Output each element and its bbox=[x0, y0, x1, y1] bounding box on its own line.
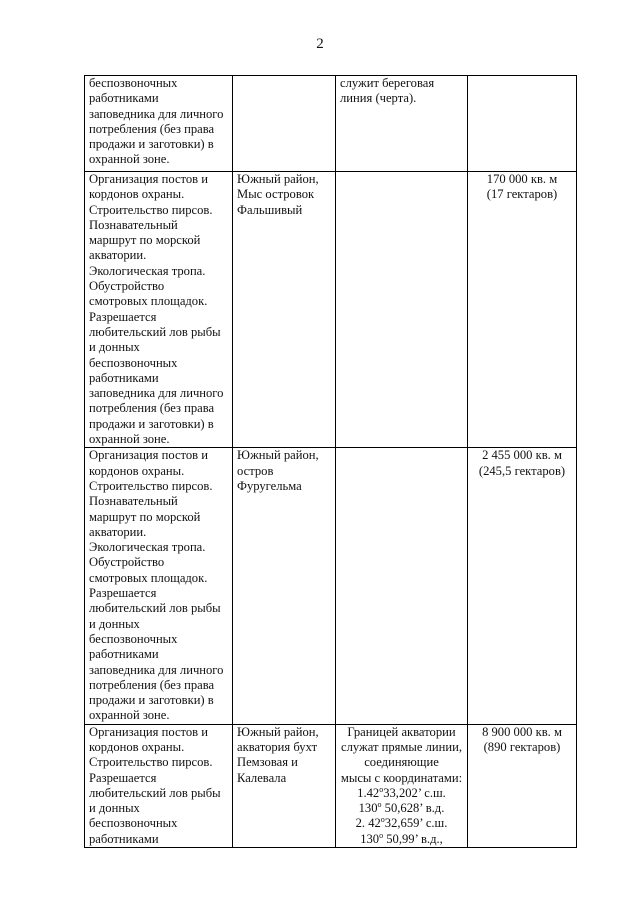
degree-sign: о bbox=[377, 800, 382, 810]
cell-line: акватория бухт bbox=[237, 739, 318, 754]
cell-line: любительский лов рыбы bbox=[89, 601, 221, 616]
area-cell bbox=[468, 172, 577, 448]
cell-line: служат прямые линии, bbox=[340, 739, 462, 754]
cell-line: Разрешается bbox=[89, 309, 157, 324]
cell-line: (245,5 гектаров) bbox=[478, 463, 566, 478]
cell-line: смотровых площадок. bbox=[89, 570, 208, 585]
cell-line: работниками bbox=[89, 831, 159, 846]
cell-line: охранной зоне. bbox=[89, 432, 170, 447]
cell-line: Разрешается bbox=[89, 770, 157, 785]
cell-line: Пемзовая и bbox=[237, 755, 298, 770]
cell-line: соединяющие bbox=[364, 755, 439, 770]
location-cell bbox=[233, 76, 336, 172]
activities-cell bbox=[85, 724, 233, 847]
table-row bbox=[85, 448, 577, 724]
cell-line: линия (черта). bbox=[340, 91, 417, 106]
cell-line: Познавательный bbox=[89, 494, 178, 509]
activities-cell bbox=[85, 172, 233, 448]
degree-sign: о bbox=[379, 830, 384, 840]
cell-line: Организация постов и bbox=[89, 724, 209, 739]
coordinate-minutes: 50,99’ в.д., bbox=[383, 831, 443, 846]
area-cell bbox=[468, 76, 577, 172]
cell-line: Фуругельма bbox=[237, 478, 302, 493]
cell-line: кордонов охраны. bbox=[89, 739, 185, 754]
cell-line: Экологическая тропа. bbox=[89, 263, 206, 278]
cell-line: беспозвоночных bbox=[89, 631, 178, 646]
cell-line: заповедника для личного bbox=[89, 106, 224, 121]
coordinates-list bbox=[340, 786, 463, 847]
cell-line: любительский лов рыбы bbox=[89, 785, 221, 800]
coordinate-line bbox=[340, 801, 463, 816]
boundary-cell bbox=[336, 724, 468, 847]
coordinate-degrees: 1.42 bbox=[357, 785, 380, 800]
cell-line: Южный район, bbox=[237, 724, 319, 739]
activities-cell bbox=[85, 448, 233, 724]
coordinate-minutes: 33,202’ с.ш. bbox=[383, 785, 446, 800]
area-cell bbox=[468, 724, 577, 847]
coordinate-degrees: 130 bbox=[360, 831, 380, 846]
cell-line: и донных bbox=[89, 340, 140, 355]
cell-line: Фальшивый bbox=[237, 202, 303, 217]
cell-line: акватории. bbox=[89, 248, 147, 263]
cell-line: охранной зоне. bbox=[89, 152, 170, 167]
table-row bbox=[85, 76, 577, 172]
cell-line: заповедника для личного bbox=[89, 662, 224, 677]
cell-line: Организация постов и bbox=[89, 172, 209, 186]
cell-line: Обустройство bbox=[89, 279, 165, 294]
area-cell bbox=[468, 448, 577, 724]
cell-line: (890 гектаров) bbox=[483, 739, 561, 754]
location-cell bbox=[233, 448, 336, 724]
cell-line: 2 455 000 кв. м bbox=[482, 448, 562, 463]
cell-line: Южный район, bbox=[237, 448, 319, 463]
degree-sign: о bbox=[379, 784, 384, 794]
cell-line: работниками bbox=[89, 370, 159, 385]
cell-line: Строительство пирсов. bbox=[89, 478, 213, 493]
cell-line: акватории. bbox=[89, 524, 147, 539]
cell-line: работниками bbox=[89, 647, 159, 662]
page-number: 2 bbox=[316, 36, 324, 52]
cell-line: беспозвоночных bbox=[89, 76, 178, 90]
table-row bbox=[85, 172, 577, 448]
cell-line: маршрут по морской bbox=[89, 509, 201, 524]
cell-line: кордонов охраны. bbox=[89, 187, 185, 202]
coordinate-minutes: 32,659’ с.ш. bbox=[384, 816, 448, 831]
boundary-cell bbox=[336, 448, 468, 724]
coordinate-line bbox=[340, 786, 463, 801]
cell-line: смотровых площадок. bbox=[89, 294, 208, 309]
cell-line: маршрут по морской bbox=[89, 233, 201, 248]
cell-line: остров bbox=[237, 463, 274, 478]
cell-line: охранной зоне. bbox=[89, 708, 170, 723]
cell-line: Обустройство bbox=[89, 555, 165, 570]
cell-line: и донных bbox=[89, 616, 140, 631]
cell-line: 8 900 000 кв. м bbox=[482, 724, 562, 739]
cell-line: продажи и заготовки) в bbox=[89, 137, 214, 152]
zoning-table bbox=[84, 75, 577, 848]
cell-line: любительский лов рыбы bbox=[89, 324, 221, 339]
cell-line: беспозвоночных bbox=[89, 816, 178, 831]
cell-line: Калевала bbox=[237, 770, 287, 785]
cell-line: (17 гектаров) bbox=[486, 187, 558, 202]
cell-line: потребления (без права bbox=[89, 677, 215, 692]
activities-cell bbox=[85, 76, 233, 172]
cell-line: Познавательный bbox=[89, 217, 178, 232]
cell-line: служит береговая bbox=[340, 76, 435, 90]
cell-line: потребления (без права bbox=[89, 401, 215, 416]
table-row bbox=[85, 724, 577, 847]
boundary-cell bbox=[336, 76, 468, 172]
coordinate-line bbox=[340, 832, 463, 847]
cell-line: беспозвоночных bbox=[89, 355, 178, 370]
cell-line: Экологическая тропа. bbox=[89, 540, 206, 555]
cell-line: Строительство пирсов. bbox=[89, 755, 213, 770]
cell-line: Мыс островок bbox=[237, 187, 315, 202]
cell-line: Строительство пирсов. bbox=[89, 202, 213, 217]
boundary-cell bbox=[336, 172, 468, 448]
cell-line: и донных bbox=[89, 801, 140, 816]
cell-line: кордонов охраны. bbox=[89, 463, 185, 478]
cell-line: работниками bbox=[89, 91, 159, 106]
cell-line: Южный район, bbox=[237, 172, 319, 186]
cell-line: Границей акватории bbox=[347, 724, 456, 739]
cell-line: мысы с координатами: bbox=[340, 770, 463, 785]
cell-line: потребления (без права bbox=[89, 121, 215, 136]
cell-line: Разрешается bbox=[89, 586, 157, 601]
coordinate-minutes: 50,628’ в.д. bbox=[381, 801, 445, 816]
coordinate-degrees: 2. 42 bbox=[355, 816, 381, 831]
cell-line: Организация постов и bbox=[89, 448, 209, 463]
cell-line: продажи и заготовки) в bbox=[89, 416, 214, 431]
location-cell bbox=[233, 724, 336, 847]
cell-line: 170 000 кв. м bbox=[486, 172, 558, 186]
location-cell bbox=[233, 172, 336, 448]
cell-line: продажи и заготовки) в bbox=[89, 693, 214, 708]
coordinate-line bbox=[340, 816, 463, 831]
degree-sign: о bbox=[380, 815, 385, 825]
coordinate-degrees: 130 bbox=[358, 801, 378, 816]
cell-line: заповедника для личного bbox=[89, 386, 224, 401]
